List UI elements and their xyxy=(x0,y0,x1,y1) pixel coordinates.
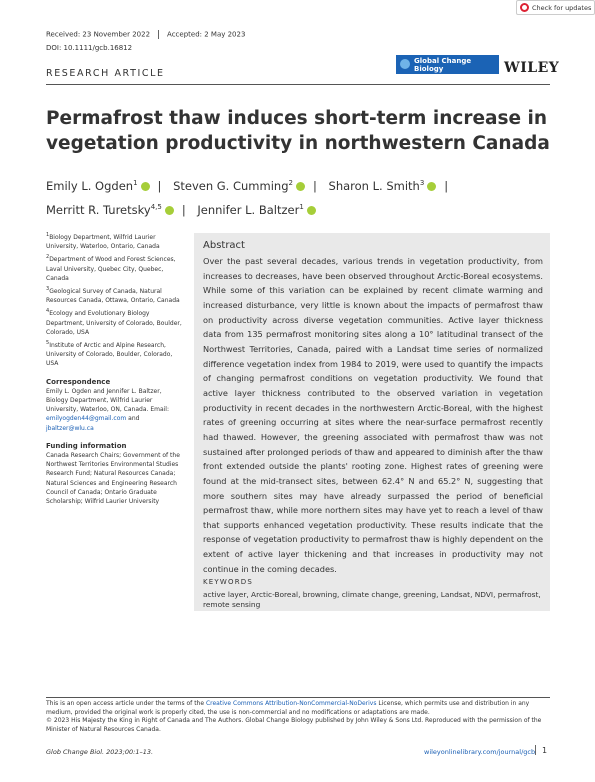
email-link[interactable]: jbaltzer@wlu.ca xyxy=(46,424,94,432)
abstract-heading: Abstract xyxy=(203,240,245,251)
page-divider xyxy=(535,745,536,755)
journal-reference: Glob Change Biol. 2023;00:1–13. xyxy=(46,748,154,756)
check-updates-label: Check for updates xyxy=(532,3,592,12)
license-text: This is an open access article under the terms of the Creative Commons Attribution-NonCommercial-NoDerivs License, which permits use and distribution in any medium, provided the original work is properly cited, the use is non-commercial and no modifications or adaptations are made. © 2023 His Majesty the King in Right of Canada and The Authors. Global Change Biology published by John Wiley & Sons Ltd. Reproduced with the permission of the Minister of Natural Resources Canada. xyxy=(46,700,542,733)
page-number: 1 xyxy=(542,746,548,755)
accepted-date: Accepted: 2 May 2023 xyxy=(167,30,246,39)
doi[interactable]: DOI: 10.1111/gcb.16812 xyxy=(46,44,133,52)
funding-text: Canada Research Chairs; Government of the Northwest Territories Environmental Studies Research Fund; Natural Resources Canada; Natural Sciences and Engineering Research Council of Canada; Ontario Graduate Scholarship; Wilfrid Laurier University xyxy=(46,452,180,506)
email-link[interactable]: emilyogden44@gmail.com xyxy=(46,415,127,423)
correspondence-text: Emily L. Ogden and Jennifer L. Baltzer, Biology Department, Wilfrid Laurier University, Waterloo, ON, Canada. Email: emilyogden44@gmail.com and jbaltzer@wlu.ca xyxy=(46,387,169,432)
orcid-icon[interactable] xyxy=(165,206,174,215)
author-affil: 3 xyxy=(419,179,425,187)
license-link[interactable]: Creative Commons Attribution-NonCommercial-NoDerivs xyxy=(205,700,377,707)
check-for-updates-badge[interactable] xyxy=(516,0,595,15)
footer-divider xyxy=(46,697,550,698)
author-name[interactable]: Steven G. Cumming xyxy=(173,178,289,193)
received-date: Received: 23 November 2022 xyxy=(46,30,151,39)
author-name[interactable]: Emily L. Ogden xyxy=(46,178,134,193)
correspondence-heading: Correspondence xyxy=(46,377,111,386)
side-column xyxy=(46,231,184,506)
affiliation: $^3$Geological Survey of Canada, Natural Resources Canada, Ottawa, Ontario, Canada xyxy=(46,286,180,305)
keywords-text: active layer, Arctic-Boreal, browning, climate change, greening, Landsat, NDVI, permafrost, remote sensing xyxy=(203,590,541,609)
funding-heading: Funding information xyxy=(46,441,127,450)
updates-icon xyxy=(520,3,529,12)
journal-badge-label: Global Change Biology xyxy=(414,56,472,73)
affiliation: $^5$Institute of Arctic and Alpine Research, University of Colorado, Boulder, Colorado, USA xyxy=(46,340,173,368)
affiliation: $^1$Biology Department, Wilfrid Laurier University, Waterloo, Ontario, Canada xyxy=(46,232,160,251)
orcid-icon[interactable] xyxy=(427,182,436,191)
author-affil: 1 xyxy=(299,202,304,211)
orcid-icon[interactable] xyxy=(141,182,150,191)
journal-url[interactable]: wileyonlinelibrary.com/journal/gcb xyxy=(424,748,536,756)
orcid-icon[interactable] xyxy=(296,182,305,191)
author-name[interactable]: Merritt R. Turetsky xyxy=(46,202,151,217)
author-affil: 1 xyxy=(133,179,138,187)
orcid-icon[interactable] xyxy=(307,206,316,215)
author-list: Emily L. Ogden$^1$ | Steven G. Cumming$^2$ | Sharon L. Smith$^3$ | Merritt R. Turetsky$^{4,5}$ | Jennifer L. Baltzer$^1$ xyxy=(46,178,449,217)
affiliation: $^2$Department of Wood and Forest Sciences, Laval University, Quebec City, Quebec, Canada xyxy=(46,254,176,282)
article-dates xyxy=(46,30,245,39)
affiliation: $^4$Ecology and Evolutionary Biology Department, University of Colorado, Boulder, Colorado, USA xyxy=(46,308,182,336)
author-name[interactable]: Sharon L. Smith xyxy=(328,178,420,193)
article-type: RESEARCH ARTICLE xyxy=(46,68,165,79)
publisher-logo: WILEY xyxy=(504,60,560,76)
abstract-text: Over the past several decades, various trends in vegetation productivity, from increases to decreases, have been observed throughout Arctic-Boreal ecosystems. While some of this variation can be explained by recent climate warming and increased disturbance, very little is known about the impacts of permafrost thaw on productivity across diverse vegetation communities. Active layer thickness data from 135 permafrost monitoring sites along a 10° latitudinal transect of the Northwest Territories, Canada, paired with a Landsat time series of normalized difference vegetation index from 1984 to 2019, were used to quantify the impacts of changing permafrost conditions on vegetation productivity. We found that active layer thickness contributed to the observed variation in vegetation productivity in recent decades in the northwestern Arctic-Boreal, with the highest rates of greening occurring at sites where the near-surface permafrost recently had thawed. However, the greening associated with permafrost thaw was not sustained after prolonged periods of thaw and appeared to diminish after the thaw front extended outside the plants' rooting zone. Highest rates of greening were found at the mid-transect sites, between 62.4° N and 65.2° N, suggesting that more southern sites may have already surpassed the period of beneficial permafrost thaw, while more northern sites may have yet to reach a level of thaw that supports enhanced vegetation productivity. These results indicate that the response of vegetation productivity to permafrost thaw is highly dependent on the extent of active layer thickening and that increases in productivity may not continue in the coming decades. xyxy=(203,256,543,574)
keywords-heading: KEYWORDS xyxy=(203,578,254,586)
header-divider xyxy=(46,84,550,85)
article-title: Permafrost thaw induces short-term increase in vegetation productivity in northwestern Canada xyxy=(46,108,550,154)
author-affil: 4,5 xyxy=(150,202,162,211)
author-affil: 2 xyxy=(288,179,293,187)
author-name[interactable]: Jennifer L. Baltzer xyxy=(197,202,300,217)
globe-icon xyxy=(400,59,410,69)
journal-badge[interactable] xyxy=(396,55,499,74)
